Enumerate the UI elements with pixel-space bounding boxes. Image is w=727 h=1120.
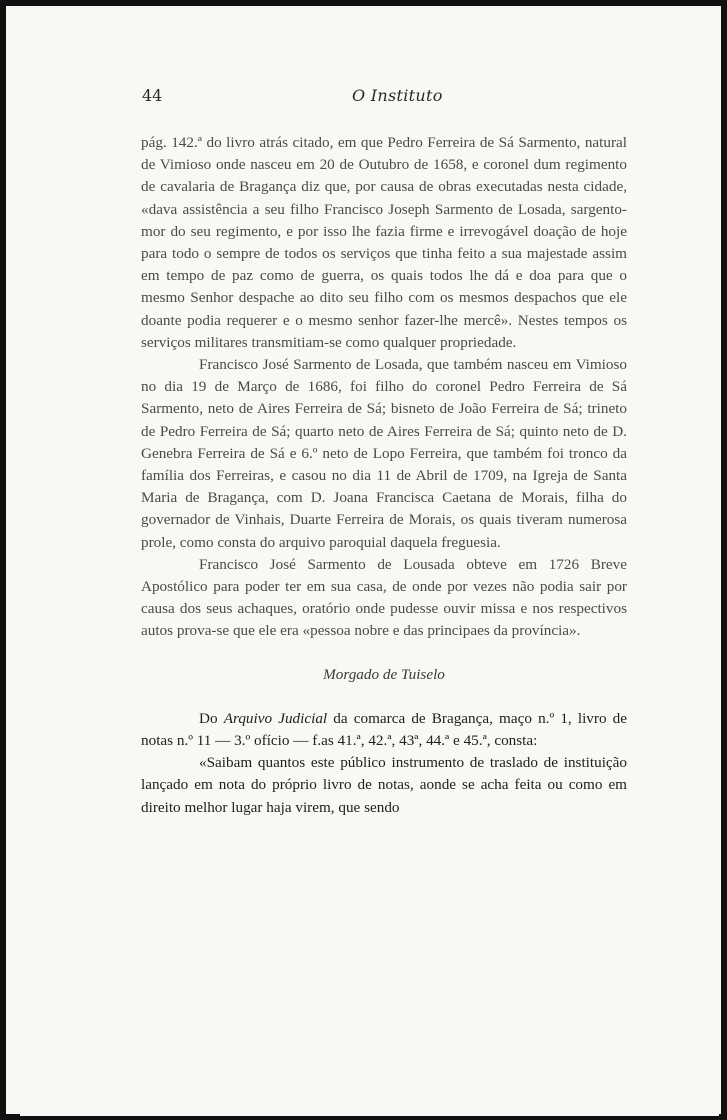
running-title: O Instituto — [352, 86, 443, 105]
page-body — [141, 132, 627, 819]
section-title: Morgado de Tuiselo — [323, 665, 445, 683]
paragraph-3: Francisco José Sarmento de Lousada obteve em 1726 Breve Apostólico para poder ter em sua casa, de onde por vezes não podia sair por causa dos seus achaques, oratório onde pudesse ouvir missa e nos respectivos autos prova-se que ele era «pessoa nobre e das principaes da província». — [141, 555, 627, 640]
archive-name: Arquivo Judicial — [223, 709, 328, 727]
paragraph-4-rest: da comarca de Bragança, maço n.º 1, livro de notas n.º 11 — 3.º ofício — f.as 41.ª, 42.ª, 43ª, 44.ª e 45.ª, consta: — [141, 709, 628, 750]
paragraph-4 — [141, 708, 627, 752]
paragraph-1: pág. 142.ª do livro atrás citado, em que Pedro Ferreira de Sá Sarmento, natural de Vimioso onde nasceu em 20 de Outubro de 1658, e coronel dum regimento de cavalaria de Bragança diz que, por causa de obras executadas nesta cidade, «dava assistência a seu filho Francisco Joseph Sarmento de Losada, sargento-mor do seu regimento, e por isso lhe fazia firme e irrevogável doação de hoje para todo o sempre de todos os serviços que tinha feito a sua majestade assim em tempo de paz como de guerra, os quais todos lhe dá e doa para que o mesmo Senhor despache ao dito seu filho com os mesmos despachos que ele doante podia requerer e o mesmo senhor fazer-lhe mercê». Nestes tempos os serviços militares transmitiam-se como qualquer propriedade. — [141, 134, 627, 351]
paragraph-5: «Saibam quantos este público instrumento de traslado de instituição lançado em nota do próprio livro de notas, aonde se acha feita ou como em direito melhor lugar haja virem, que sendo — [141, 754, 627, 816]
page-header — [142, 86, 632, 110]
paragraph-2: Francisco José Sarmento de Losada, que também nasceu em Vimioso no dia 19 de Março de 1686, foi filho do coronel Pedro Ferreira de Sá Sarmento, neto de Aires Ferreira de Sá; bisneto de João Ferreira de Sá; trineto de Pedro Ferreira de Sá; quarto neto de Aires Ferreira de Sá; quinto neto de D. Genebra Ferreira de Sá e 6.º neto de Lopo Ferreira, que também foi tronco da família dos Ferreiras, e casou no dia 11 de Abril de 1709, na Igreja de Santa Maria de Bragança, com D. Joana Francisca Caetana de Morais, filha do governador de Vinhais, Duarte Ferreira de Morais, os quais tiveram numerosa prole, como consta do arquivo paroquial daquela freguesia. — [141, 356, 627, 551]
paragraph-4-do: Do — [199, 709, 218, 727]
page-number: 44 — [142, 86, 163, 105]
